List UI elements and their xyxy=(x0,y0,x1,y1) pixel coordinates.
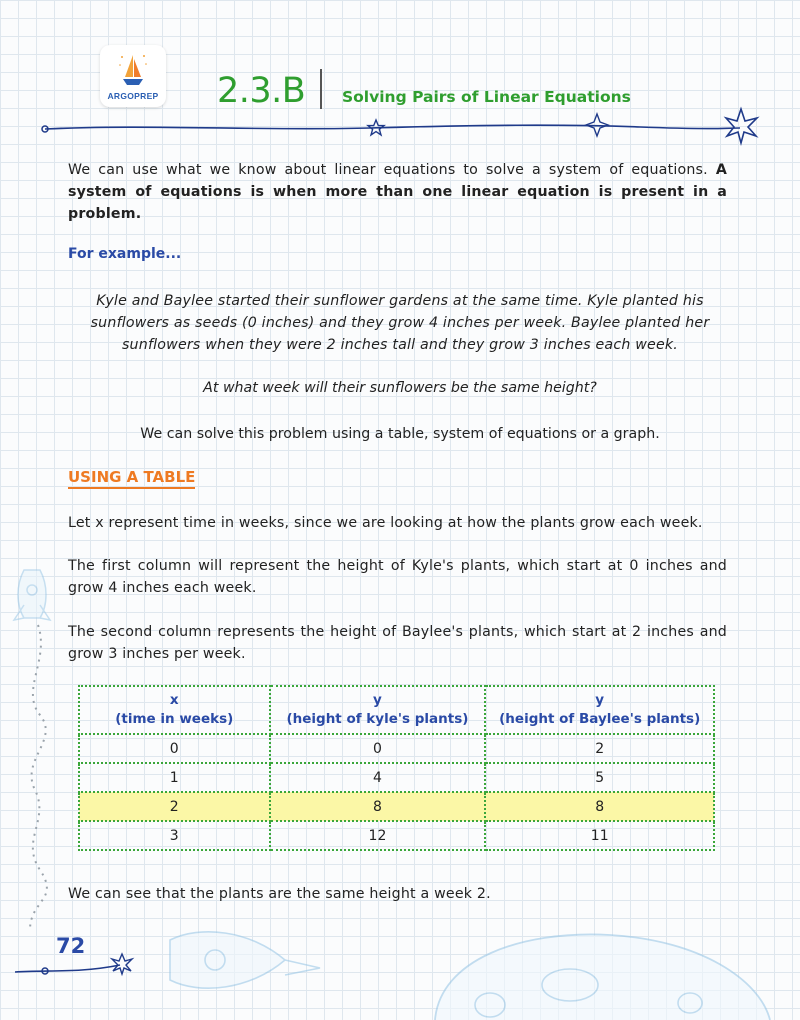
intro-paragraph xyxy=(68,159,727,225)
planet-doodle-icon xyxy=(435,934,770,1020)
second-column-text: The second column represents the height of Baylee's plants, which start at 2 inches and grow 3 inches per week. xyxy=(68,624,727,662)
let-x-text: Let x represent time in weeks, since we are looking at how the plants grow each week. xyxy=(68,515,703,531)
table-row xyxy=(79,763,714,792)
header-time: x (time in weeks) xyxy=(79,686,270,734)
header-kyle: y (height of kyle's plants) xyxy=(270,686,486,734)
table-row xyxy=(79,821,714,850)
rocket-doodle-icon xyxy=(14,570,50,620)
table-cell: 8 xyxy=(485,792,714,821)
argoprep-logo xyxy=(100,45,166,107)
intro-text: We can use what we know about linear equations to solve a system of equations. xyxy=(68,162,708,178)
table-cell: 4 xyxy=(270,763,486,792)
section-heading: USING A TABLE xyxy=(68,468,195,489)
dotted-trail xyxy=(30,625,47,930)
logo-text: ARGOPREP xyxy=(107,91,159,101)
lesson-number: 2.3.B xyxy=(217,71,306,111)
table-cell: 2 xyxy=(485,734,714,763)
table-row xyxy=(79,734,714,763)
intro-bold-text: A system of equations is when more than one linear equation is present in a problem. xyxy=(68,162,727,222)
page-number: 72 xyxy=(56,934,86,958)
table-cell: 12 xyxy=(270,821,486,850)
example-label: For example... xyxy=(68,246,182,262)
header-baylee: y (height of Baylee's plants) xyxy=(485,686,714,734)
methods-text: We can solve this problem using a table, system of equations or a graph. xyxy=(140,426,660,442)
rocket-doodle-icon xyxy=(170,932,320,988)
table-row-highlighted xyxy=(79,792,714,821)
title-divider xyxy=(320,69,322,109)
burst-star-icon xyxy=(726,109,757,143)
table-cell: 3 xyxy=(79,821,270,850)
table-cell: 2 xyxy=(79,792,270,821)
question-text: At what week will their sunflowers be the same height? xyxy=(203,380,597,396)
sailboat-icon xyxy=(118,51,148,89)
burst-star-icon xyxy=(112,954,132,974)
table-cell: 0 xyxy=(79,734,270,763)
conclusion-text: We can see that the plants are the same height a week 2. xyxy=(68,886,491,902)
table-cell: 0 xyxy=(270,734,486,763)
first-column-text: The first column will represent the height of Kyle's plants, which start at 0 inches and grow 4 inches each week. xyxy=(68,558,727,596)
growth-table xyxy=(78,685,715,851)
table-cell: 5 xyxy=(485,763,714,792)
lesson-title: Solving Pairs of Linear Equations xyxy=(342,88,631,106)
table-cell: 11 xyxy=(485,821,714,850)
table-cell: 1 xyxy=(79,763,270,792)
story-paragraph: Kyle and Baylee started their sunflower gardens at the same time. Kyle planted his sunflowers as seeds (0 inches) and they grow 4 inches per week. Baylee planted her sunflowers when they were 2 inches tall and they grow 3 inches each week. xyxy=(90,293,710,353)
table-header-row xyxy=(79,686,714,734)
table-cell: 8 xyxy=(270,792,486,821)
